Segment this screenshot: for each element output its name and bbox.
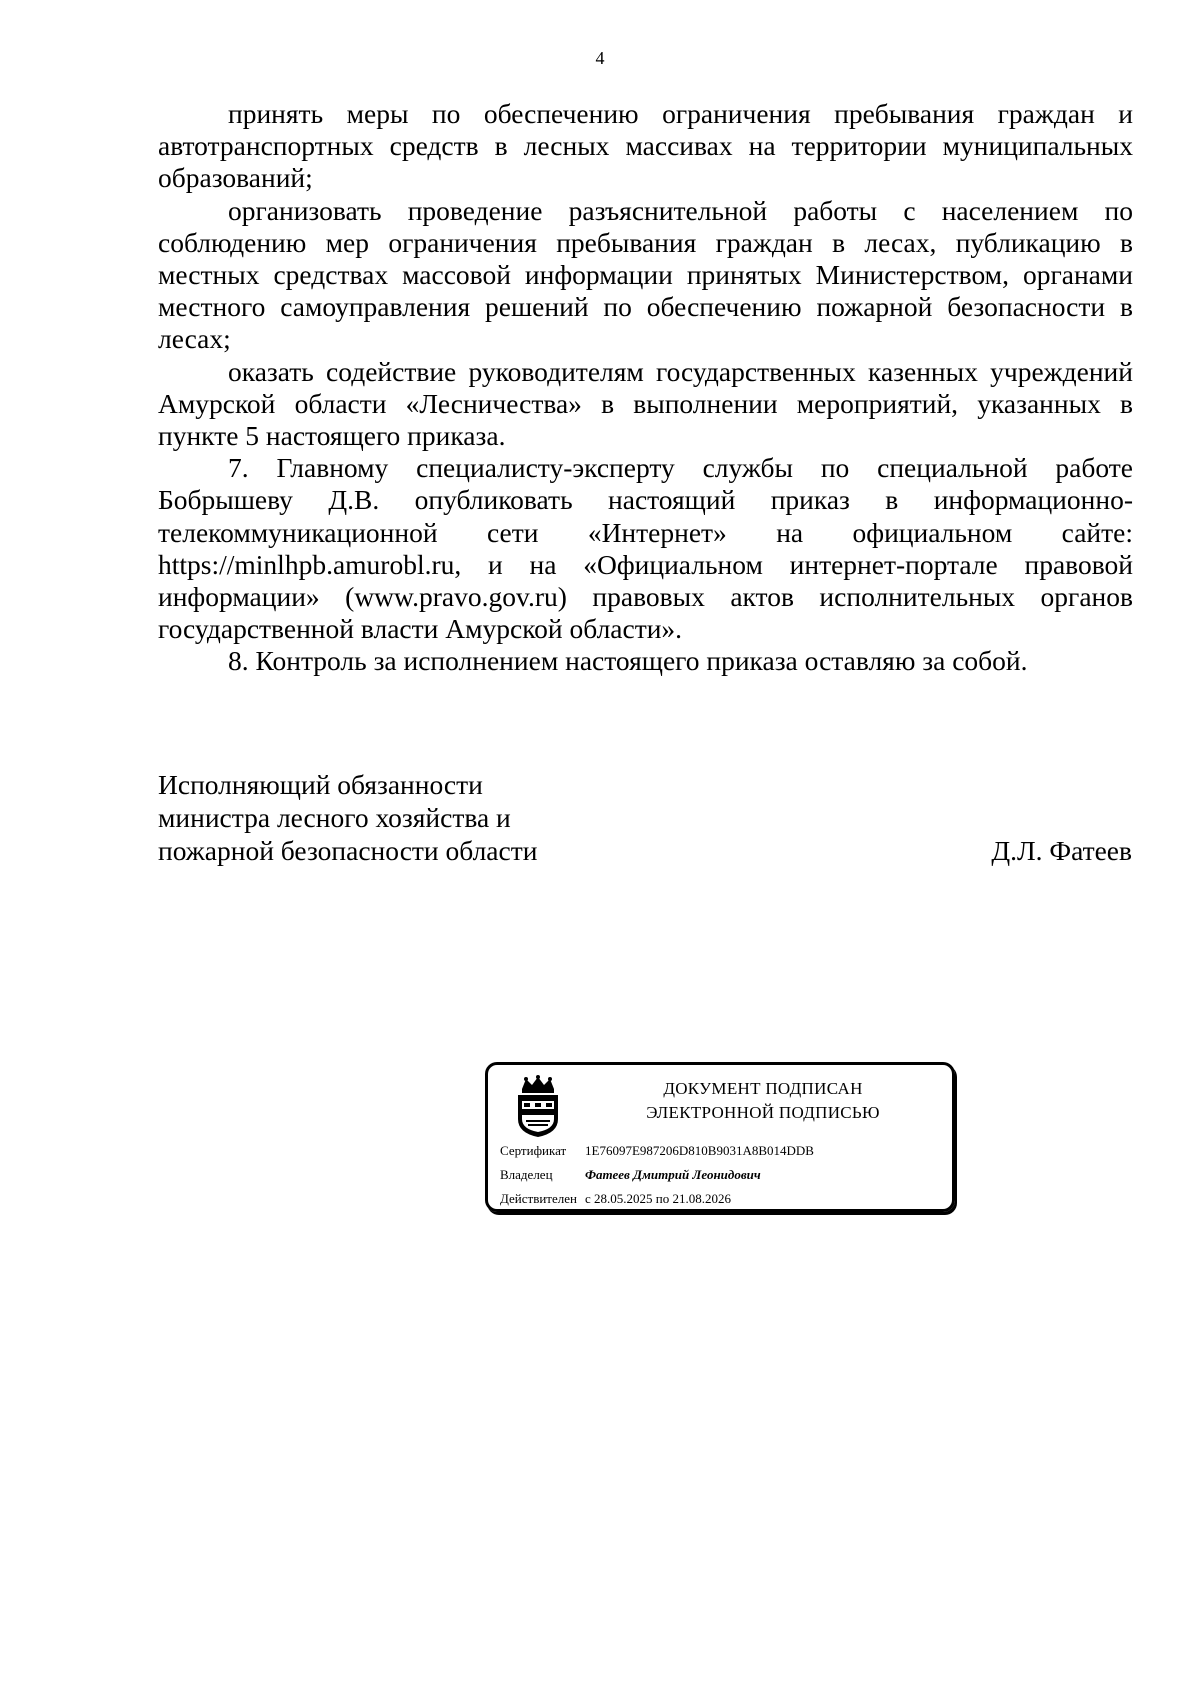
paragraph-restrict-access: принять меры по обеспечению ограничения пребывания граждан и автотранспортных средств в лесных массивах на территории муниципальных образований; <box>158 98 1133 194</box>
validity-value: с 28.05.2025 по 21.08.2026 <box>585 1191 731 1206</box>
paragraph-publication-order: 7. Главному специалисту-эксперту службы по специальной работе Бобрышеву Д.В. опубликовать настоящий приказ в информационно-телекоммуникационной сети «Интернет» на официальном сайте: https://minlhpb.amurobl.ru, и на «Официальном интернет-портале правовой информации» (www.pravo.gov.ru) правовых актов исполнительных органов государственной власти Амурской области». <box>158 452 1133 645</box>
signer-name: Д.Л. Фатеев <box>991 835 1132 866</box>
signatory-position-line: Исполняющий обязанности <box>158 769 483 800</box>
coat-of-arms-icon <box>514 1075 562 1139</box>
certificate-label: Сертификат <box>500 1143 567 1158</box>
signatory-position-line: пожарной безопасности области <box>158 835 538 866</box>
paragraph-assist-forestries: оказать содействие руководителям государственных казенных учреждений Амурской области «Лесничества» в выполнении мероприятий, указанных в пункте 5 настоящего приказа. <box>158 355 1133 452</box>
document-body <box>158 98 1133 678</box>
validity-label: Действителен <box>500 1191 577 1206</box>
paragraph-explanatory-work: организовать проведение разъяснительной работы с населением по соблюдению мер ограничения пребывания граждан в лесах, публикацию в местных средствах массовой информации принятых Министерством, органами местного самоуправления решений по обеспечению пожарной безопасности в лесах; <box>158 194 1133 355</box>
stamp-title <box>578 1077 948 1125</box>
paragraph-control: 8. Контроль за исполнением настоящего приказа оставляю за собой. <box>228 645 1028 677</box>
stamp-title-line2: ЭЛЕКТРОННОЙ ПОДПИСЬЮ <box>646 1103 880 1122</box>
stamp-title-line1: ДОКУМЕНТ ПОДПИСАН <box>663 1079 863 1098</box>
owner-value: Фатеев Дмитрий Леонидович <box>585 1167 761 1182</box>
owner-label: Владелец <box>500 1167 553 1182</box>
stamp-validity-row <box>500 1191 731 1207</box>
signatory-position-line: министра лесного хозяйства и <box>158 802 511 833</box>
stamp-owner-row <box>500 1167 761 1183</box>
signatory-position <box>158 768 537 867</box>
stamp-certificate-row <box>500 1143 814 1159</box>
electronic-signature-stamp <box>485 1062 955 1212</box>
page-number: 4 <box>595 48 605 68</box>
certificate-value: 1E76097E987206D810B9031A8B014DDB <box>585 1143 814 1158</box>
